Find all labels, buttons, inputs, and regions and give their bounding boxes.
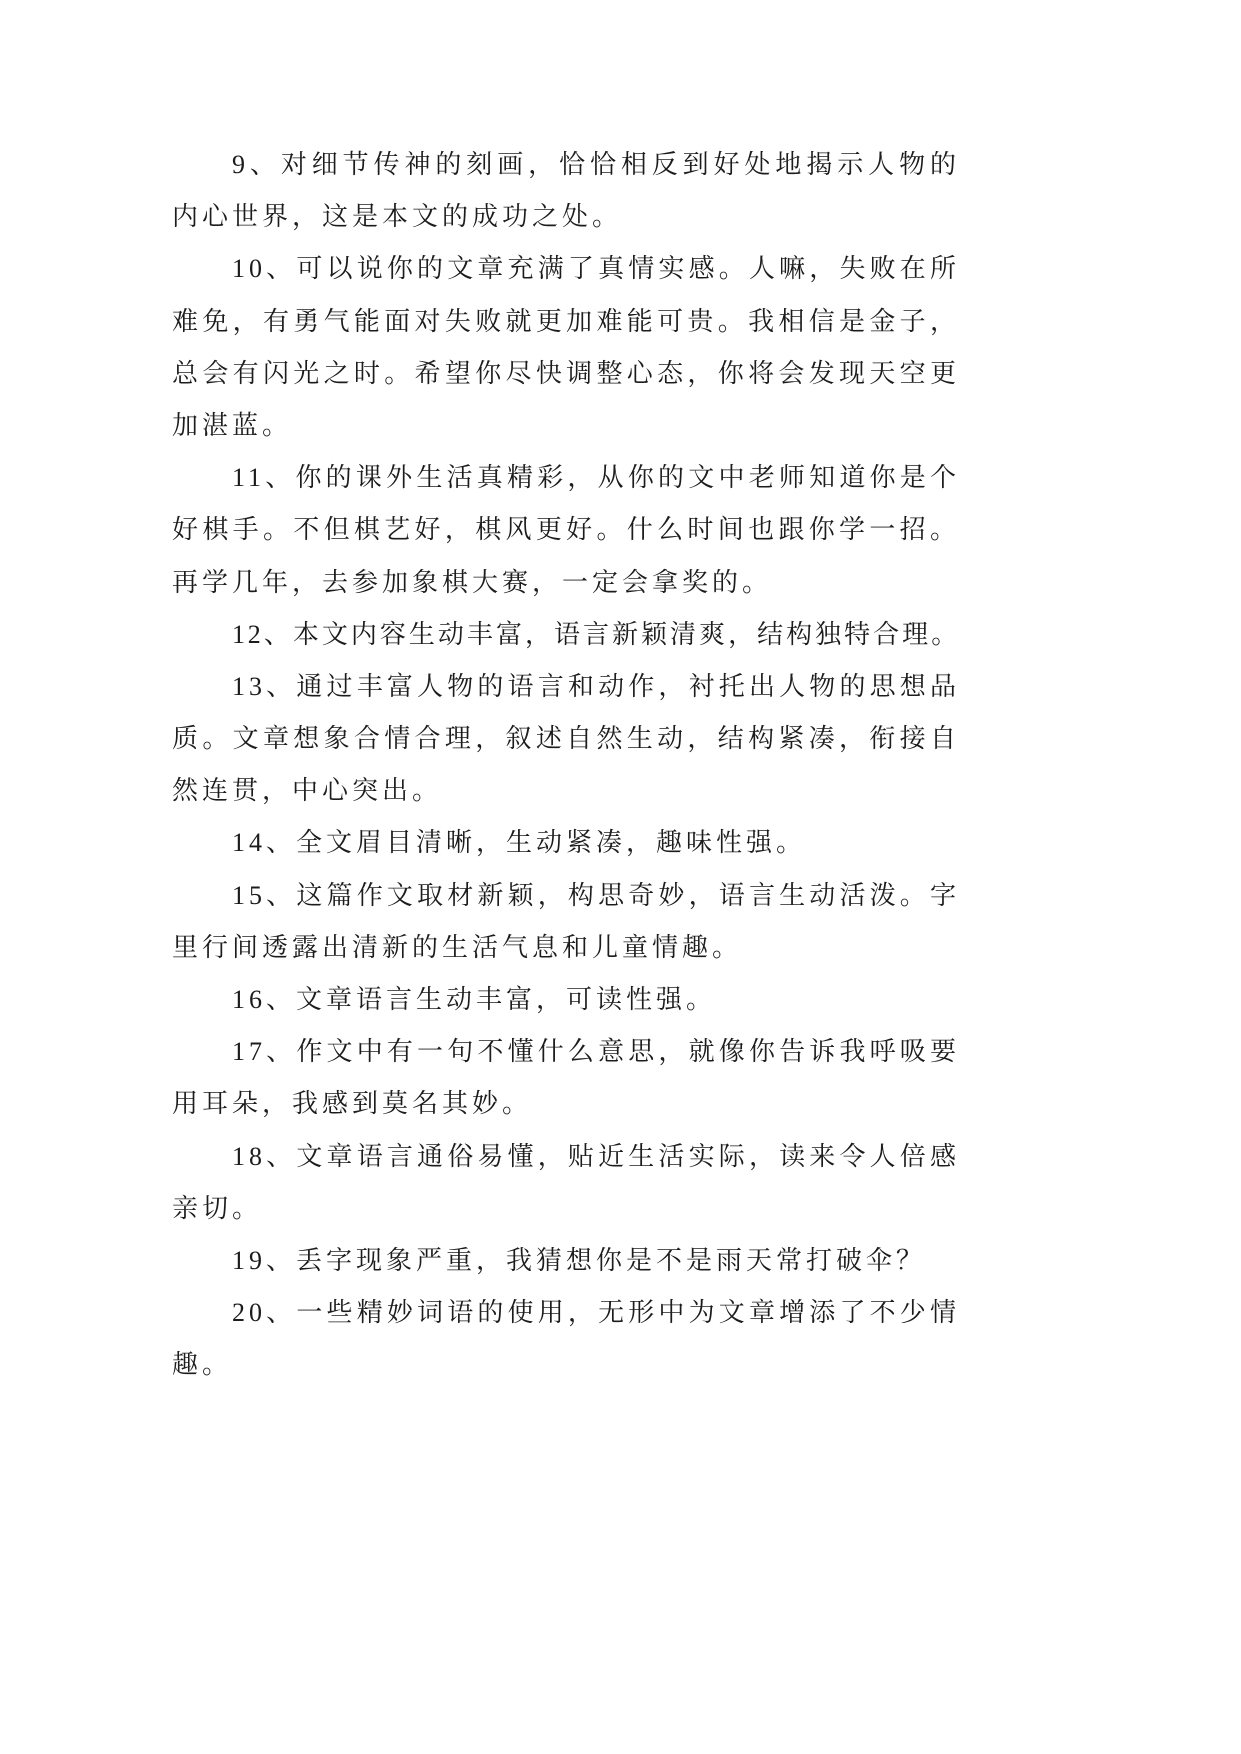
comment-item-18 — [172, 1131, 960, 1235]
paragraph-line: 11、你的课外生活真精彩，从你的文中老师知道你是个 — [232, 463, 960, 493]
paragraph-line: 再学几年，去参加象棋大赛，一定会拿奖的。 — [172, 567, 773, 597]
paragraph-line: 质。文章想象合情合理，叙述自然生动，结构紧凑，衔接自 — [172, 724, 960, 754]
comment-item-15 — [172, 870, 960, 974]
paragraph-line: 总会有闪光之时。希望你尽快调整心态，你将会发现天空更 — [172, 358, 960, 388]
comment-item-13 — [172, 661, 960, 818]
document-body — [172, 139, 960, 1392]
paragraph-line: 18、文章语言通俗易懂，贴近生活实际，读来令人倍感 — [232, 1141, 960, 1171]
paragraph-line: 14、全文眉目清晰，生动紧凑，趣味性强。 — [232, 828, 807, 858]
paragraph-line: 15、这篇作文取材新颖，构思奇妙，语言生动活泼。字 — [232, 880, 960, 910]
paragraph-line: 19、丢字现象严重，我猜想你是不是雨天常打破伞？ — [232, 1245, 927, 1275]
paragraph-line: 加湛蓝。 — [172, 410, 293, 440]
paragraph-line: 16、文章语言生动丰富，可读性强。 — [232, 985, 717, 1014]
comment-item-20 — [172, 1287, 960, 1391]
paragraph-line: 亲切。 — [172, 1193, 263, 1223]
paragraph-line: 12、本文内容生动丰富，语言新颖清爽，结构独特合理。 — [232, 619, 960, 649]
paragraph-line: 13、通过丰富人物的语言和动作，衬托出人物的思想品 — [232, 671, 960, 701]
paragraph-line: 好棋手。不但棋艺好，棋风更好。什么时间也跟你学一招。 — [172, 515, 960, 545]
paragraph-line: 10、可以说你的文章充满了真情实感。人嘛，失败在所 — [232, 254, 960, 284]
paragraph-line: 里行间透露出清新的生活气息和儿童情趣。 — [172, 932, 743, 962]
comment-item-17 — [172, 1026, 960, 1130]
comment-item-12 — [172, 609, 960, 661]
comment-item-11 — [172, 452, 960, 609]
paragraph-line: 用耳朵，我感到莫名其妙。 — [172, 1089, 533, 1119]
paragraph-line: 然连贯，中心突出。 — [172, 776, 443, 806]
paragraph-line: 20、一些精妙词语的使用，无形中为文章增添了不少情 — [232, 1298, 960, 1328]
paragraph-line: 9、对细节传神的刻画，恰恰相反到好处地揭示人物的 — [232, 150, 960, 179]
paragraph-line: 难免，有勇气能面对失败就更加难能可贵。我相信是金子， — [172, 306, 960, 336]
paragraph-line: 趣。 — [172, 1350, 233, 1380]
comment-item-19 — [172, 1235, 960, 1287]
paragraph-line: 内心世界，这是本文的成功之处。 — [172, 202, 623, 232]
comment-item-16 — [172, 974, 960, 1026]
comment-item-9 — [172, 139, 960, 243]
comment-item-14 — [172, 817, 960, 869]
paragraph-line: 17、作文中有一句不懂什么意思，就像你告诉我呼吸要 — [232, 1037, 960, 1067]
comment-item-10 — [172, 243, 960, 452]
